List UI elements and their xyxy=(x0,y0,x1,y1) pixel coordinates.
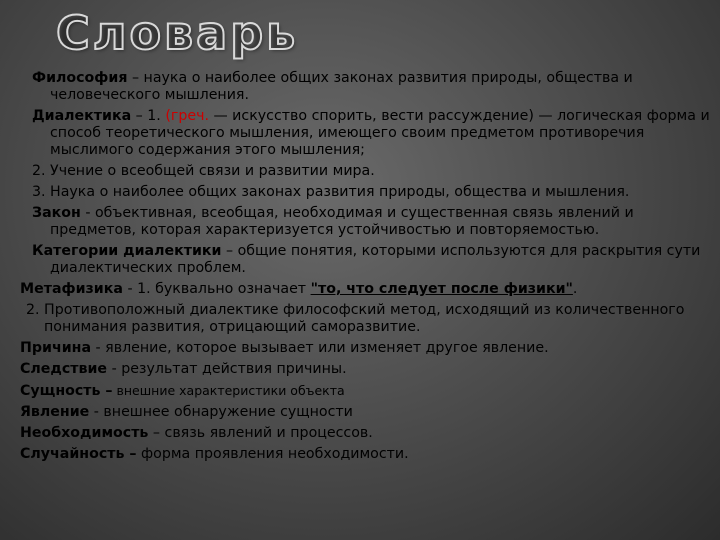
term-dialectic: Диалектика xyxy=(32,108,132,124)
dialectic-number: – 1. xyxy=(131,108,161,124)
entry-phenomenon xyxy=(20,404,714,421)
entry-cause xyxy=(20,340,714,357)
definition-categories: – общие понятия, которыми используются для раскрытия сути диалектических проблем. xyxy=(50,243,701,276)
term-law: Закон xyxy=(32,205,81,221)
term-cause: Причина xyxy=(20,340,92,356)
entry-dialectic xyxy=(32,108,714,159)
slide-title: Словарь xyxy=(56,6,299,60)
entry-metaphysics xyxy=(20,281,714,298)
entry-philosophy xyxy=(32,70,714,104)
entry-categories xyxy=(32,243,714,277)
term-metaphysics: Метафизика xyxy=(20,281,123,297)
entry-law xyxy=(32,205,714,239)
term-phenomenon: Явление xyxy=(20,404,90,420)
term-essence: Сущность – xyxy=(20,383,113,399)
metaphysics-quote: "то, что следует после физики" xyxy=(310,281,573,297)
entry-essence xyxy=(20,382,714,400)
definition-chance: форма проявления необходимости. xyxy=(136,446,409,462)
entry-metaphysics-2: 2. Противоположный диалектике философский метод, исходящий из количественного понимания развития, отрицающий саморазвитие. xyxy=(26,302,685,335)
term-philosophy: Философия xyxy=(32,70,128,86)
metaphysics-period: . xyxy=(572,281,578,297)
entry-chance xyxy=(20,446,714,463)
glossary-body xyxy=(20,70,714,467)
definition-metaphysics: - 1. буквально означает xyxy=(122,281,311,297)
definition-phenomenon: - внешнее обнаружение сущности xyxy=(89,404,353,420)
definition-philosophy: – наука о наиболее общих законах развития природы, общества и человеческого мышления. xyxy=(50,70,633,103)
entry-dialectic-2: 2. Учение о всеобщей связи и развитии мира. xyxy=(32,163,375,179)
definition-dialectic: — искусство спорить, вести рассуждение) — логическая форма и способ теоретического мышления, имеющего своим предметом противоречия мыслимого содержания этого мышления; xyxy=(50,108,710,158)
term-chance: Случайность – xyxy=(20,446,137,462)
term-categories: Категории диалектики xyxy=(32,243,222,259)
term-necessity: Необходимость xyxy=(20,425,149,441)
entry-dialectic-3: 3. Наука о наиболее общих законах развития природы, общества и мышления. xyxy=(32,184,630,200)
dialectic-greek-note: (греч. xyxy=(165,108,209,124)
definition-necessity: – связь явлений и процессов. xyxy=(148,425,373,441)
definition-effect: - результат действия причины. xyxy=(107,361,347,377)
definition-law: - объективная, всеобщая, необходимая и существенная связь явлений и предметов, которая характеризуется устойчивостью и повторяемостью. xyxy=(50,205,634,238)
definition-essence: внешние характеристики объекта xyxy=(112,383,345,398)
entry-necessity xyxy=(20,425,714,442)
definition-cause: - явление, которое вызывает или изменяет другое явление. xyxy=(91,340,549,356)
entry-effect xyxy=(20,361,714,378)
term-effect: Следствие xyxy=(20,361,108,377)
